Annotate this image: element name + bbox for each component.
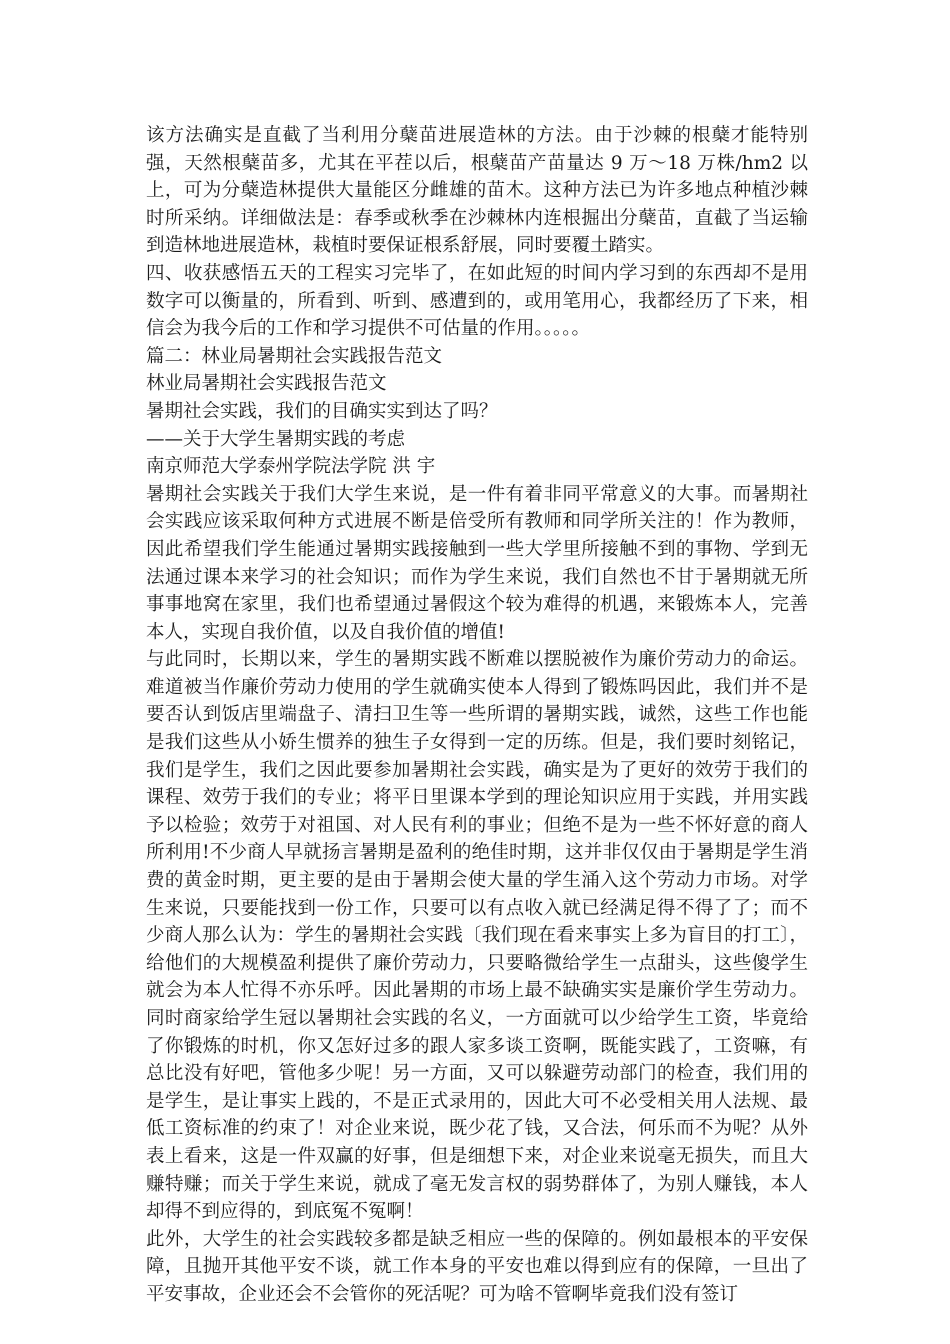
section-heading-part-two: 篇二：林业局暑期社会实践报告范文 xyxy=(146,345,443,367)
report-author: 南京师范大学泰州学院法学院 洪 宇 xyxy=(146,456,436,478)
report-subtitle: ——关于大学生暑期实践的考虑 xyxy=(146,428,406,450)
paragraph-cheap-labor: 与此同时，长期以来，学生的暑期实践不断难以摆脱被作为廉价劳动力的命运。难道被当作廉价劳动力使用的学生就确实使本人得到了锻炼吗因此，我们并不是要否认到饭店里端盘子、清扫卫生等一些所谓的暑期实践，诚然，这些工作也能是我们这些从小娇生惯养的独生子女得到一定的历练。但是，我们要时刻铭记，我们是学生，我们之因此要参加暑期社会实践，确实是为了更好的效劳于我们的课程、效劳于我们的专业；将平日里课本学到的理论知识应用于实践，并用实践予以检验；效劳于对祖国、对人民有利的事业；但绝不是为一些不怀好意的商人所利用!不少商人早就扬言暑期是盈利的绝佳时期，这并非仅仅由于暑期是学生消费的黄金时期，更主要的是由于暑期会使大量的学生涌入这个劳动力市场。对学生来说，只要能找到一份工作，只要可以有点收入就已经满足得不得了了；而不少商人那么认为：学生的暑期社会实践〔我们现在看来事实上多为盲目的打工〕，给他们的大规模盈利提供了廉价劳动力，只要略微给学生一点甜头，这些傻学生就会为本人忙得不亦乐呼。因此暑期的市场上最不缺确实实是廉价学生劳动力。同时商家给学生冠以暑期社会实践的名义，一方面就可以少给学生工资，毕竟给了你锻炼的时机，你又怎好过多的跟人家多谈工资啊，既能实践了，工资嘛，有总比没有好吧，管他多少呢！另一方面，又可以躲避劳动部门的检查，我们用的是学生，是让事实上践的，不是正式录用的，因此大可不必受相关用人法规、最低工资标准的约束了！对企业来说，既少花了钱，又合法，何乐而不为呢？从外表上看来，这是一件双赢的好事，但是细想下来，对企业来说毫无损失，而且大赚特赚；而关于学生来说，就成了毫无发言权的弱势群体了，为别人赚钱，本人却得不到应得的，到底冤不冤啊！ xyxy=(146,649,808,1223)
paragraph-intro-significance: 暑期社会实践关于我们大学生来说，是一件有着非同平常意义的大事。而暑期社会实践应该采取何种方式进展不断是倍受所有教师和同学所关注的！作为教师，因此希望我们学生能通过暑期实践接触到一些大学里所接触不到的事物、学到无法通过课本来学习的社会知识；而作为学生来说，我们自然也不甘于暑期就无所事事地窝在家里，我们也希望通过暑假这个较为难得的机遇，来锻炼本人，完善本人，实现自我价值，以及自我价值的增值! xyxy=(146,483,808,643)
paragraph-safety-protection: 此外，大学生的社会实践较多都是缺乏相应一些的保障的。例如最根本的平安保障，且抛开其他平安不谈，就工作本身的平安也难以得到应有的保障，一旦出了平安事故，企业还会不会管你的死活呢？可为啥不管啊毕竟我们没有签订 xyxy=(146,1228,808,1305)
report-question-title: 暑期社会实践，我们的目确实实到达了吗？ xyxy=(146,400,498,422)
document-body xyxy=(146,122,808,1309)
report-title: 林业局暑期社会实践报告范文 xyxy=(146,373,387,395)
paragraph-harvest-reflection: 四、收获感悟五天的工程实习完毕了，在如此短的时间内学习到的东西却不是用数字可以衡量的，所看到、听到、感遭到的，或用笔用心，我都经历了下来，相信会为我今后的工作和学习提供不可估量的作用。。。。。 xyxy=(146,262,808,340)
paragraph-sea-buckthorn-method: 该方法确实是直截了当利用分蘖苗进展造林的方法。由于沙棘的根蘖才能特别强，天然根蘖苗多，尤其在平茬以后，根蘖苗产苗量达 9 万～18 万株/hm2 以上，可为分蘖造林提供大量能区分雌雄的苗木。这种方法已为许多地点种植沙棘时所采纳。详细做法是：春季或秋季在沙棘林内连根掘出分蘖苗，直截了当运输到造林地进展造林，栽植时要保证根系舒展，同时要覆土踏实。 xyxy=(146,125,808,257)
